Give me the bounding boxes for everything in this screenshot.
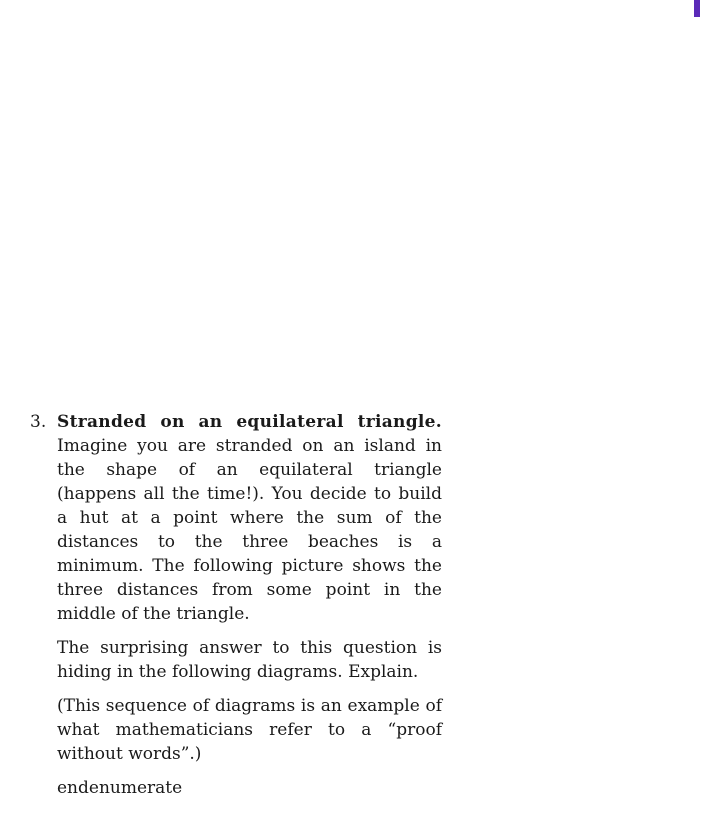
paragraph-proof-without-words: (This sequence of diagrams is an example of what mathematicians refer to a “proof without words”.) — [57, 696, 442, 764]
problem-number: 3. — [30, 412, 47, 432]
page-marker — [694, 0, 700, 17]
problem-body: Imagine you are stranded on an island in the shape of an equilateral triangle (happens all the time!). You decide to build a hut at a point where the sum of the distances to the three beaches is a minimum. The following picture shows the three distances from some point in the middle of the triangle. — [57, 436, 442, 624]
problem-3 — [30, 410, 450, 810]
footer-text: endenumerate — [57, 778, 183, 798]
problem-intro — [57, 410, 442, 626]
problem-content — [57, 410, 442, 800]
paragraph-surprising-answer: The surprising answer to this question is hiding in the following diagrams. Explain. — [57, 638, 442, 682]
problem-title: Stranded on an equilateral triangle. — [57, 412, 442, 432]
